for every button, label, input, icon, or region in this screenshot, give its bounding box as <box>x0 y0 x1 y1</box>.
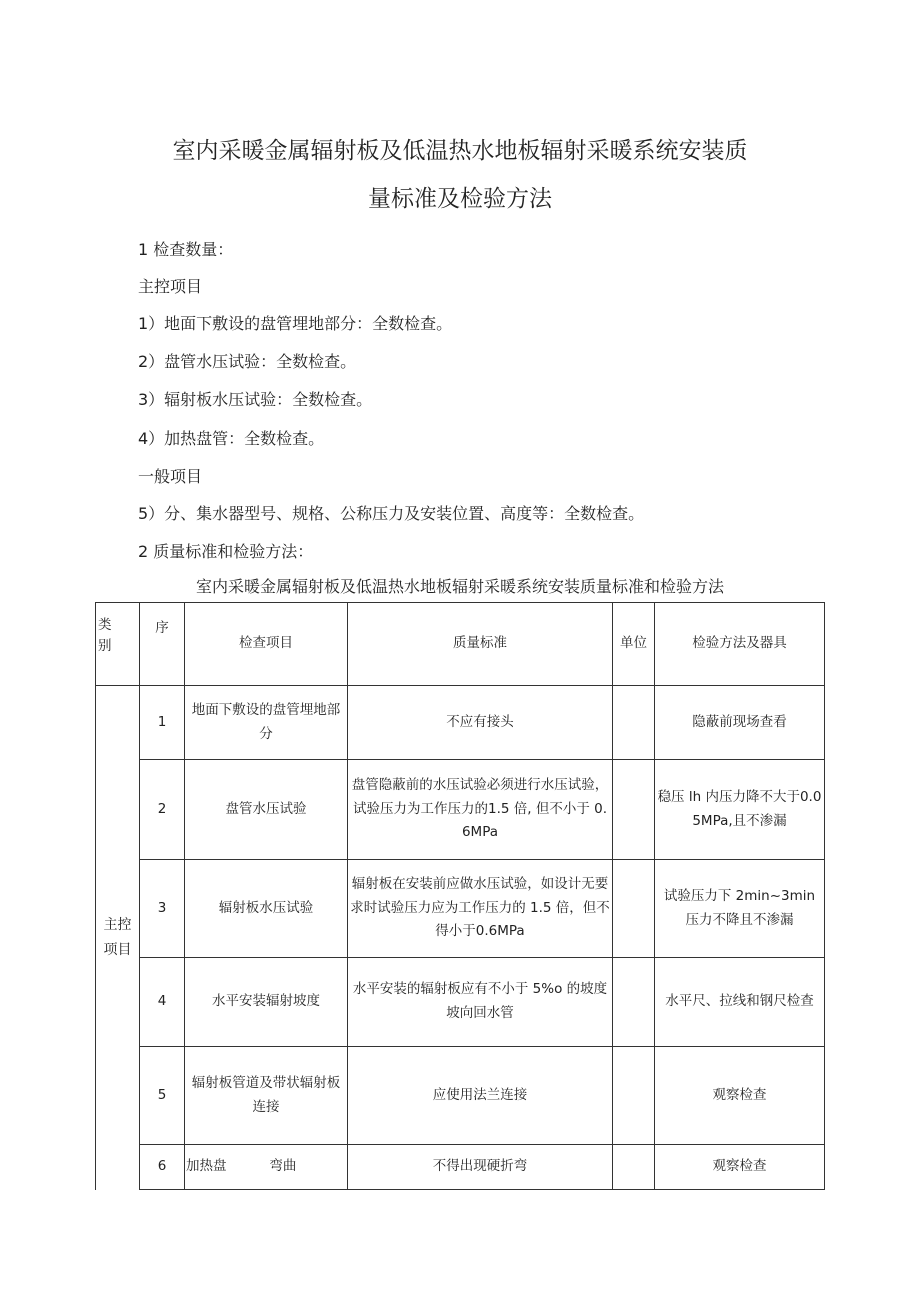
row-item: 辐射板管道及带状辐射板连接 <box>185 1047 348 1145</box>
row-seq: 4 <box>140 958 185 1047</box>
row-standard: 盘管隐蔽前的水压试验必须进行水压试验，试验压力为工作压力的1.5 倍, 但不小于 0.6MPa <box>348 760 613 860</box>
item-2: 2）盘管水压试验：全数检查。 <box>138 352 357 371</box>
row-seq: 5 <box>140 1047 185 1145</box>
header-method: 检验方法及器具 <box>655 603 825 686</box>
header-seq: 序 <box>140 603 185 686</box>
row-method: 稳压 lh 内压力降不大于0.05MPa,且不渗漏 <box>655 760 825 860</box>
table-row <box>96 860 825 958</box>
row-item: 辐射板水压试验 <box>185 860 348 958</box>
table-row <box>96 686 825 760</box>
row-standard: 不应有接头 <box>348 686 613 760</box>
section-main-items: 主控项目 <box>138 277 203 296</box>
row-standard: 辐射板在安装前应做水压试验，如设计无要求时试验压力应为工作压力的 1.5 倍，但不得小于0.6MPa <box>348 860 613 958</box>
row-unit <box>613 686 655 760</box>
table-row <box>96 958 825 1047</box>
header-category: 类 别 <box>96 603 140 686</box>
document-title-line1: 室内采暖金属辐射板及低温热水地板辐射采暖系统安装质 <box>172 138 748 164</box>
table-row <box>96 760 825 860</box>
item-3: 3）辐射板水压试验：全数检查。 <box>138 390 373 409</box>
row-seq: 2 <box>140 760 185 860</box>
section-quality-standard: 2 质量标准和检验方法： <box>138 542 314 561</box>
row-standard: 不得出现硬折弯 <box>348 1145 613 1190</box>
row-item: 盘管水压试验 <box>185 760 348 860</box>
row-seq: 1 <box>140 686 185 760</box>
row-method: 试验压力下 2min~3min 压力不降且不渗漏 <box>655 860 825 958</box>
row-method: 水平尺、拉线和钢尺检查 <box>655 958 825 1047</box>
item-1: 1）地面下敷设的盘管埋地部分：全数检查。 <box>138 314 453 333</box>
header-item: 检查项目 <box>185 603 348 686</box>
table-header-row <box>96 603 825 686</box>
row-item: 水平安装辐射坡度 <box>185 958 348 1047</box>
item-5: 5）分、集水器型号、规格、公称压力及安装位置、高度等：全数检查。 <box>138 504 645 523</box>
row-unit <box>613 760 655 860</box>
row-method: 隐蔽前现场查看 <box>655 686 825 760</box>
table-caption: 室内采暖金属辐射板及低温热水地板辐射采暖系统安装质量标准和检验方法 <box>195 577 724 596</box>
item-4: 4）加热盘管：全数检查。 <box>138 429 325 448</box>
section-general-items: 一般项目 <box>138 467 203 486</box>
row-item: 地面下敷设的盘管埋地部分 <box>185 686 348 760</box>
row-standard: 应使用法兰连接 <box>348 1047 613 1145</box>
row-method: 观察检查 <box>655 1047 825 1145</box>
header-standard: 质量标准 <box>348 603 613 686</box>
row-unit <box>613 958 655 1047</box>
header-unit: 单位 <box>613 603 655 686</box>
category-main-items: 主控 项目 <box>96 686 140 1190</box>
table-row <box>96 1047 825 1145</box>
row-unit <box>613 860 655 958</box>
table-row <box>96 1145 825 1190</box>
row-seq: 6 <box>140 1145 185 1190</box>
row-item: 加热盘 弯曲 <box>185 1145 348 1190</box>
quality-table <box>95 602 825 1190</box>
row-unit <box>613 1145 655 1190</box>
row-method: 观察检查 <box>655 1145 825 1190</box>
row-seq: 3 <box>140 860 185 958</box>
section-inspection-quantity: 1 检查数量： <box>138 240 234 259</box>
row-unit <box>613 1047 655 1145</box>
document-title-line2: 量标准及检验方法 <box>368 186 552 212</box>
row-standard: 水平安装的辐射板应有不小于 5%o 的坡度坡向回水管 <box>348 958 613 1047</box>
